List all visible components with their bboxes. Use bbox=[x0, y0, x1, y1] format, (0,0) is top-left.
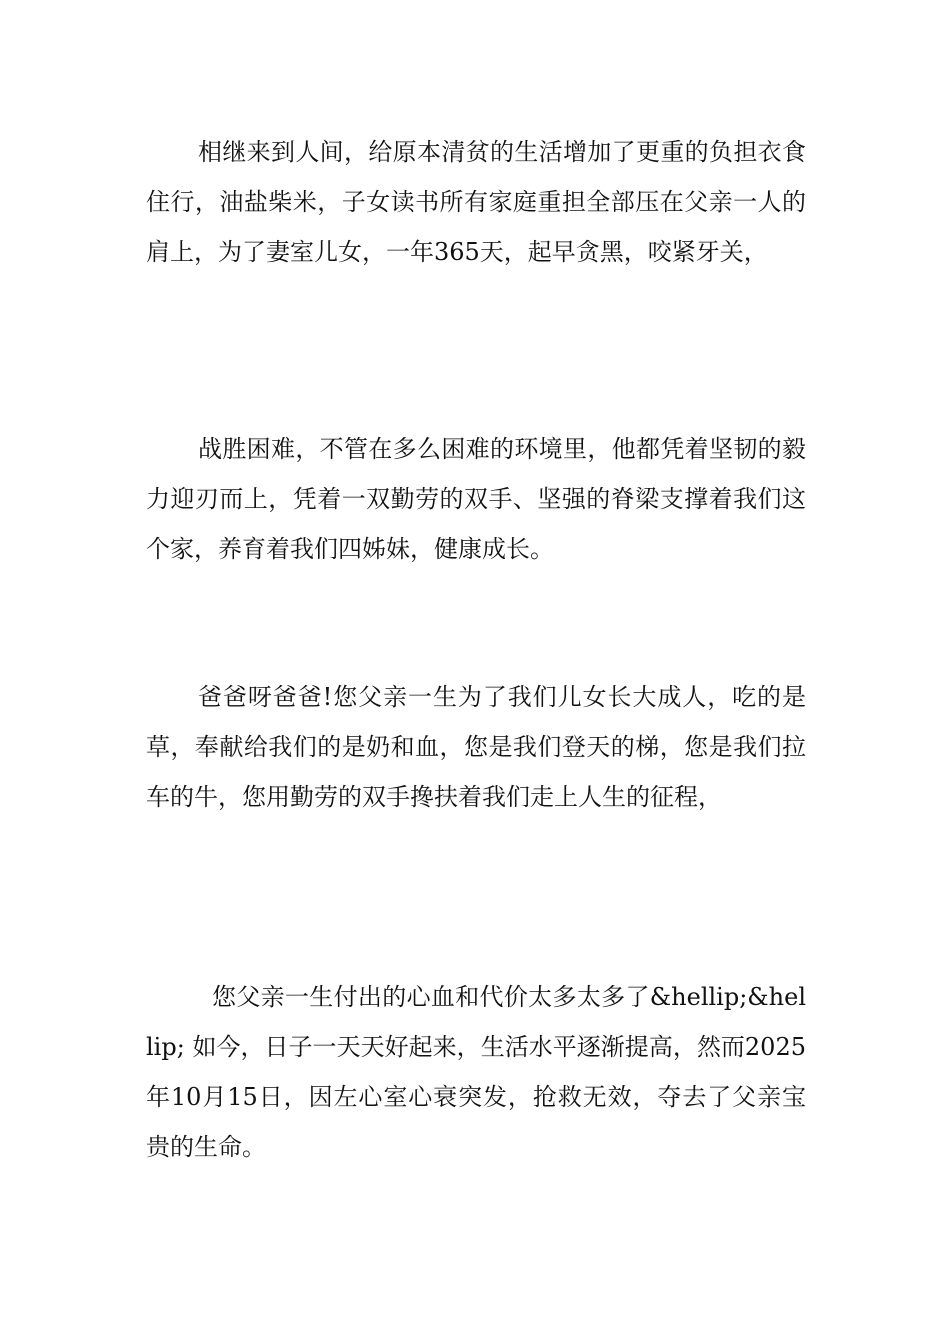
paragraph-2: 战胜困难，不管在多么困难的环境里，他都凭着坚韧的毅力迎刃而上，凭着一双勤劳的双手、坚强的脊梁支撑着我们这个家，养育着我们四姊妹，健康成长。 bbox=[146, 435, 806, 563]
paragraph-3: 爸爸呀爸爸!您父亲一生为了我们儿女长大成人，吃的是草，奉献给我们的是奶和血，您是我们登天的梯，您是我们拉车的牛，您用勤劳的双手搀扶着我们走上人生的征程， bbox=[146, 683, 806, 811]
paragraph-1: 相继来到人间，给原本清贫的生活增加了更重的负担衣食住行，油盐柴米，子女读书所有家庭重担全部压在父亲一人的肩上，为了妻室儿女，一年365天，起早贪黑，咬紧牙关， bbox=[146, 138, 806, 266]
paragraph-4: 您父亲一生付出的心血和代价太多太多了&hellip;&hellip; 如今，日子一天天好起来，生活水平逐渐提高，然而2025年10月15日，因左心室心衰突发，抢救无效，夺去了父亲宝贵的生命。 bbox=[146, 983, 806, 1161]
